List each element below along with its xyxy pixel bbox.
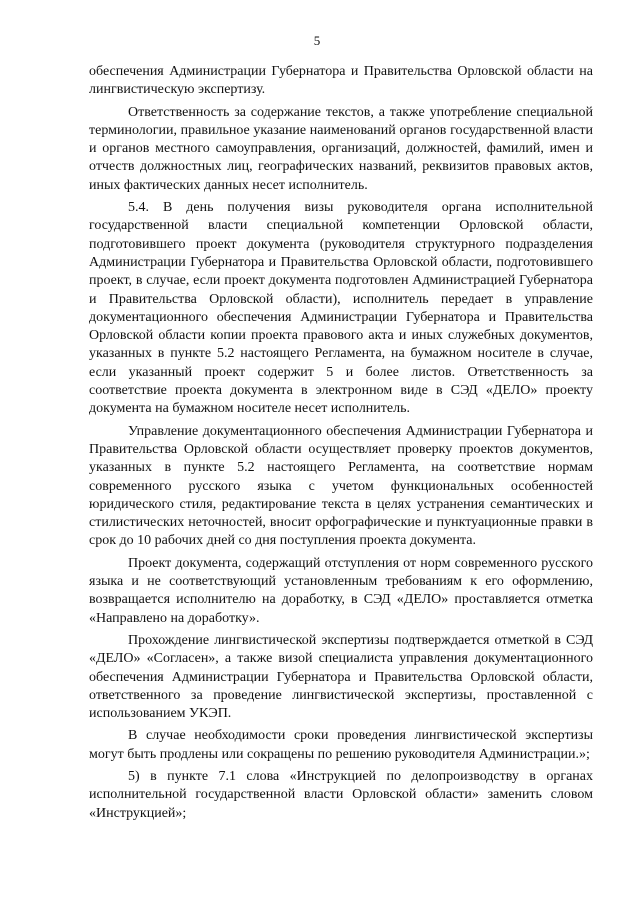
paragraph-expertise-terms: В случае необходимости сроки проведения лингвистической экспертизы могут быть продлены или сокращены по решению руководителя Администрации.»; [89,728,593,762]
paragraph-5-4: 5.4. В день получения визы руководителя органа исполнительной государственной власти специальной компетенции Орловской области, подготовившего проект документа (руководителя структурного подразделения Администрации Губернатора и Правительства Орловской области, подготовившего проект, в случае, если проект документа подготовлен Администрацией Губернатора и Правительства Орловской области), исполнитель передает в управление документационного обеспечения Администрации Губернатора и Правительства Орловской области копии проекта правового акта и иных служебных документов, указанных в пункте 5.2 настоящего Регламента, на бумажном носителе в случае, если указанный проект содержит 5 и более листов. Ответственность за соответствие проекта документа в электронном виде в СЭД «ДЕЛО» проекту документа на бумажном носителе несет исполнитель. [89,200,593,417]
document-body [89,63,593,823]
paragraph-expertise-confirmation: Прохождение лингвистической экспертизы подтверждается отметкой в СЭД «ДЕЛО» «Согласен», а также визой специалиста управления документационного обеспечения Администрации Губернатора и Правительства Орловской области, ответственного за проведение лингвистической экспертизы, проставленной с использованием УКЭП. [89,632,593,722]
page-number: 5 [313,33,321,48]
paragraph-responsibility: Ответственность за содержание текстов, а также употребление специальной терминологии, правильное указание наименований органов государственной власти и органов местного самоуправления, организаций, должностей, фамилий, имен и отчеств должностных лиц, географических названий, реквизитов правовых актов, иных фактических данных несет исполнитель. [89,104,593,193]
paragraph-document-management-check: Управление документационного обеспечения Администрации Губернатора и Правительства Орловской области осуществляет проверку проектов документов, указанных в пункте 5.2 настоящего Регламента, на соответствие нормам современного русского языка с учетом функциональных особенностей юридического стиля, редактирование текста в целях устранения семантических и стилистических неточностей, вносит орфографические и пунктуационные правки в срок до 10 рабочих дней со дня поступления проекта документа. [89,423,593,549]
paragraph-continuation: обеспечения Администрации Губернатора и Правительства Орловской области на лингвистическую экспертизу. [89,64,593,98]
paragraph-return-for-revision: Проект документа, содержащий отступления от норм современного русского языка и не соответствующий установленным требованиям к его оформлению, возвращается исполнителю на доработку, в СЭД «ДЕЛО» проставляется отметка «Направлено на доработку». [89,555,593,626]
paragraph-item-5: 5) в пункте 7.1 слова «Инструкцией по делопроизводству в органах исполнительной государственной власти Орловской области» заменить словом «Инструкцией»; [89,768,593,821]
